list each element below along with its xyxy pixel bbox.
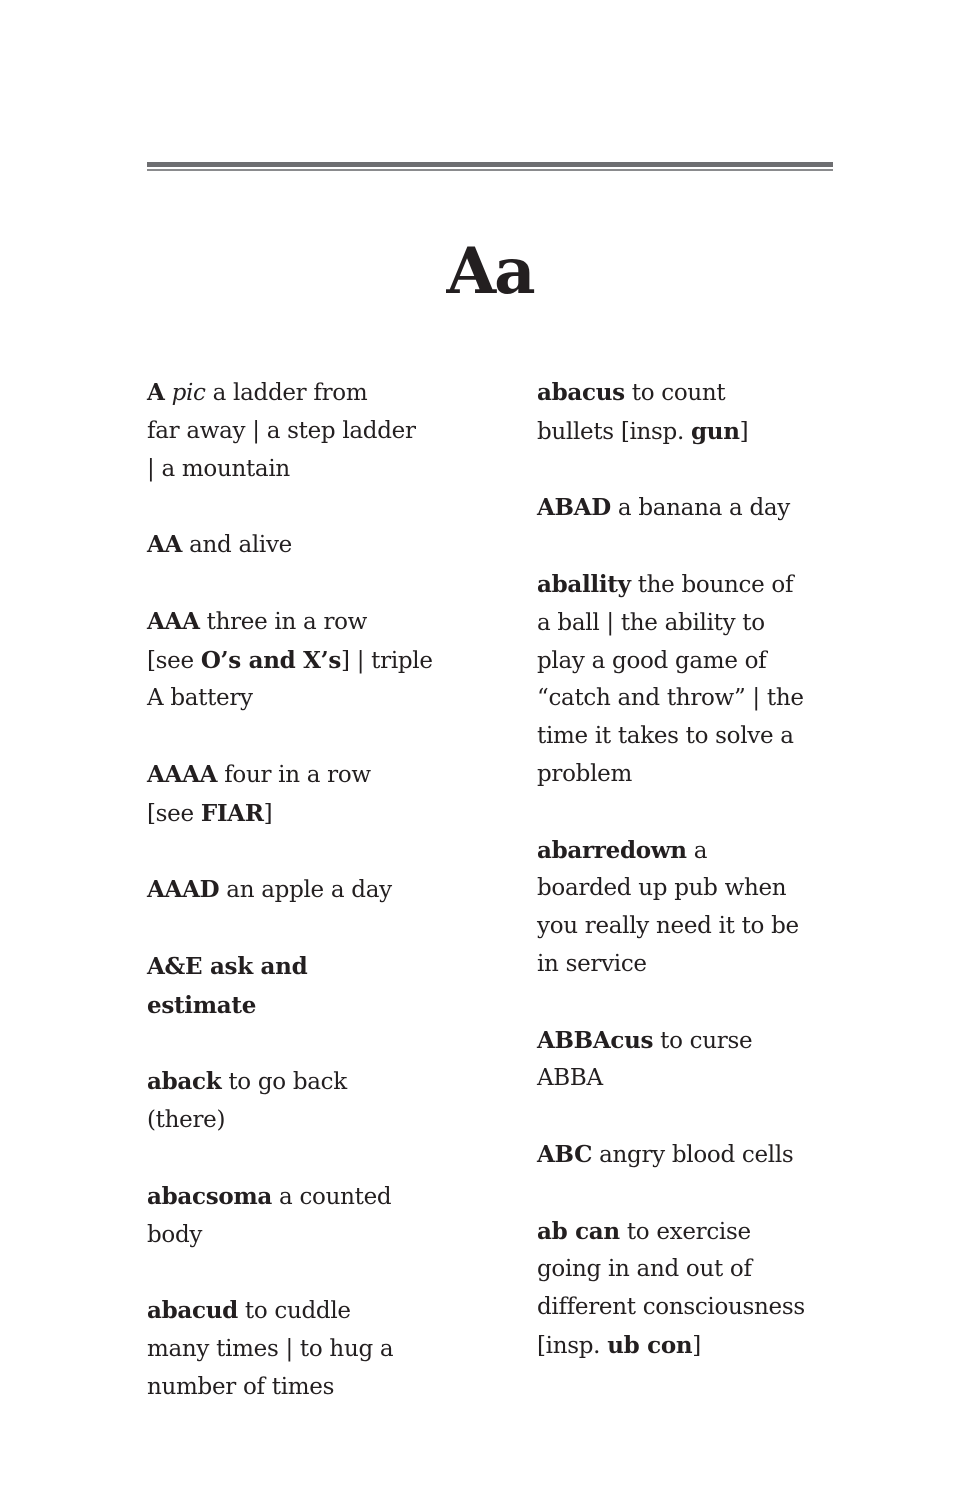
- definition-text: A battery: [147, 685, 253, 712]
- dictionary-entry: [147, 871, 477, 910]
- left-column: [147, 374, 477, 1444]
- definition-text: ]: [692, 1332, 701, 1359]
- header-rule-thick: [147, 162, 833, 167]
- headword: AAAA: [147, 760, 218, 788]
- entry-line: [147, 1292, 477, 1331]
- dictionary-entry: [537, 1022, 887, 1099]
- entry-line: [147, 795, 477, 834]
- definition-text: to curse: [653, 1027, 753, 1054]
- definition-text: to exercise: [619, 1218, 751, 1245]
- definition-text: a banana a day: [610, 495, 790, 522]
- header-double-rule: [147, 162, 833, 172]
- entry-line: [537, 718, 887, 756]
- headword: abacsoma: [147, 1182, 273, 1210]
- definition-text: body: [147, 1221, 203, 1248]
- entry-line: [537, 680, 887, 718]
- definition-text: bullets [insp.: [537, 418, 692, 445]
- entry-line: [147, 1369, 477, 1407]
- entry-line: [537, 908, 887, 946]
- entry-line: [537, 1251, 887, 1289]
- definition-text: play a good game of: [537, 647, 767, 674]
- definition-text: time it takes to solve a: [537, 723, 794, 750]
- entry-line: [537, 1136, 887, 1175]
- headword: estimate: [147, 991, 257, 1019]
- definition-text: | a mountain: [147, 455, 290, 482]
- entry-line: [147, 1217, 477, 1255]
- entry-line: [537, 413, 887, 452]
- entry-line: [147, 374, 477, 413]
- definition-text: ] | triple: [341, 647, 433, 674]
- entry-line: [147, 451, 477, 489]
- definition-text: a counted: [272, 1183, 392, 1210]
- definition-text: problem: [537, 760, 632, 787]
- definition-text: angry blood cells: [592, 1141, 794, 1168]
- definition-text: a: [686, 837, 708, 864]
- section-letter-heading: Aa: [446, 234, 534, 309]
- definition-text: (there): [147, 1107, 226, 1134]
- dictionary-entry: [537, 1213, 887, 1366]
- dictionary-entry: [147, 603, 477, 718]
- headword: AA: [147, 531, 183, 559]
- header-rule-thin: [147, 169, 833, 171]
- dictionary-entry: [537, 1136, 887, 1175]
- dictionary-entry: [537, 374, 887, 452]
- dictionary-entry: [537, 566, 887, 794]
- headword: ABC: [537, 1140, 593, 1168]
- entry-line: [147, 1063, 477, 1102]
- definition-text: three in a row: [199, 608, 368, 635]
- entry-line: [537, 756, 887, 794]
- entry-line: [537, 870, 887, 908]
- headword: ABAD: [537, 494, 611, 522]
- definition-text: a ball | the ability to: [537, 609, 765, 636]
- dictionary-entry: [147, 1063, 477, 1140]
- definition-text: [see: [147, 647, 201, 674]
- headword: aback: [147, 1068, 222, 1096]
- headword: ab can: [537, 1217, 620, 1245]
- dictionary-entry: [147, 948, 477, 1026]
- definition-text: boarded up pub when: [537, 875, 787, 902]
- definition-text: to count: [624, 380, 726, 406]
- dictionary-entry: [147, 526, 477, 565]
- entry-line: [537, 643, 887, 681]
- definition-text: going in and out of: [537, 1256, 752, 1283]
- entry-line: [537, 605, 887, 643]
- headword: abacud: [147, 1297, 238, 1325]
- entry-line: [537, 374, 887, 413]
- entry-line: [147, 948, 477, 987]
- dictionary-entry: [147, 1292, 477, 1406]
- definition-text: [insp.: [537, 1332, 608, 1359]
- definition-text: in service: [537, 950, 647, 977]
- definition-text: and alive: [182, 532, 292, 559]
- definition-text: an apple a day: [219, 877, 392, 904]
- entry-line: [537, 1213, 887, 1252]
- definition-text: four in a row: [217, 761, 371, 788]
- definition-text: many times | to hug a: [147, 1335, 394, 1362]
- definition-text: you really need it to be: [537, 913, 799, 940]
- dictionary-entry: [147, 756, 477, 834]
- definition-text: to go back: [221, 1069, 347, 1096]
- headword: AAA: [147, 607, 200, 635]
- italic-text: pic: [171, 380, 206, 406]
- entry-line: [537, 566, 887, 605]
- headword: abarredown: [537, 836, 687, 864]
- entry-line: [537, 1327, 887, 1366]
- definition-text: “catch and throw” | the: [537, 685, 804, 712]
- definition-text: [165, 380, 172, 406]
- definition-text: ]: [263, 800, 273, 827]
- entry-line: [147, 1331, 477, 1369]
- dictionary-entry: [147, 374, 477, 488]
- entry-line: [147, 1178, 477, 1217]
- definition-text: ]: [739, 418, 749, 445]
- headword: O’s and X’s: [200, 646, 342, 674]
- entry-line: [147, 413, 477, 451]
- entry-line: [537, 1060, 887, 1098]
- definition-text: [see: [147, 800, 201, 827]
- entry-line: [147, 987, 477, 1026]
- definition-text: to cuddle: [237, 1298, 351, 1325]
- entry-line: [147, 603, 477, 642]
- entry-line: [147, 680, 477, 718]
- headword: ub con: [607, 1331, 693, 1359]
- entry-line: [147, 642, 477, 681]
- entry-line: [147, 1102, 477, 1140]
- entry-line: [147, 756, 477, 795]
- dictionary-entry: [147, 1178, 477, 1255]
- right-column: [537, 374, 887, 1404]
- entry-line: [537, 832, 887, 871]
- definition-text: far away | a step ladder: [147, 417, 416, 444]
- definition-text: the bounce of: [630, 571, 794, 598]
- dictionary-entry: [537, 832, 887, 984]
- definition-text: number of times: [147, 1373, 335, 1400]
- headword: A: [147, 379, 165, 406]
- headword: ABBAcus: [537, 1026, 654, 1054]
- entry-line: [147, 871, 477, 910]
- headword: FIAR: [200, 799, 264, 827]
- entry-line: [537, 946, 887, 984]
- definition-text: a ladder from: [205, 380, 368, 406]
- headword: abacus: [537, 379, 625, 406]
- dictionary-entry: [537, 489, 887, 528]
- headword: A&E ask and: [147, 952, 308, 980]
- headword: aballity: [537, 570, 631, 598]
- headword: gun: [691, 417, 740, 445]
- definition-text: ABBA: [537, 1065, 603, 1092]
- entry-line: [537, 1289, 887, 1327]
- definition-text: different consciousness: [537, 1294, 805, 1321]
- entry-line: [147, 526, 477, 565]
- entry-line: [537, 489, 887, 528]
- headword: AAAD: [147, 876, 220, 904]
- entry-line: [537, 1022, 887, 1061]
